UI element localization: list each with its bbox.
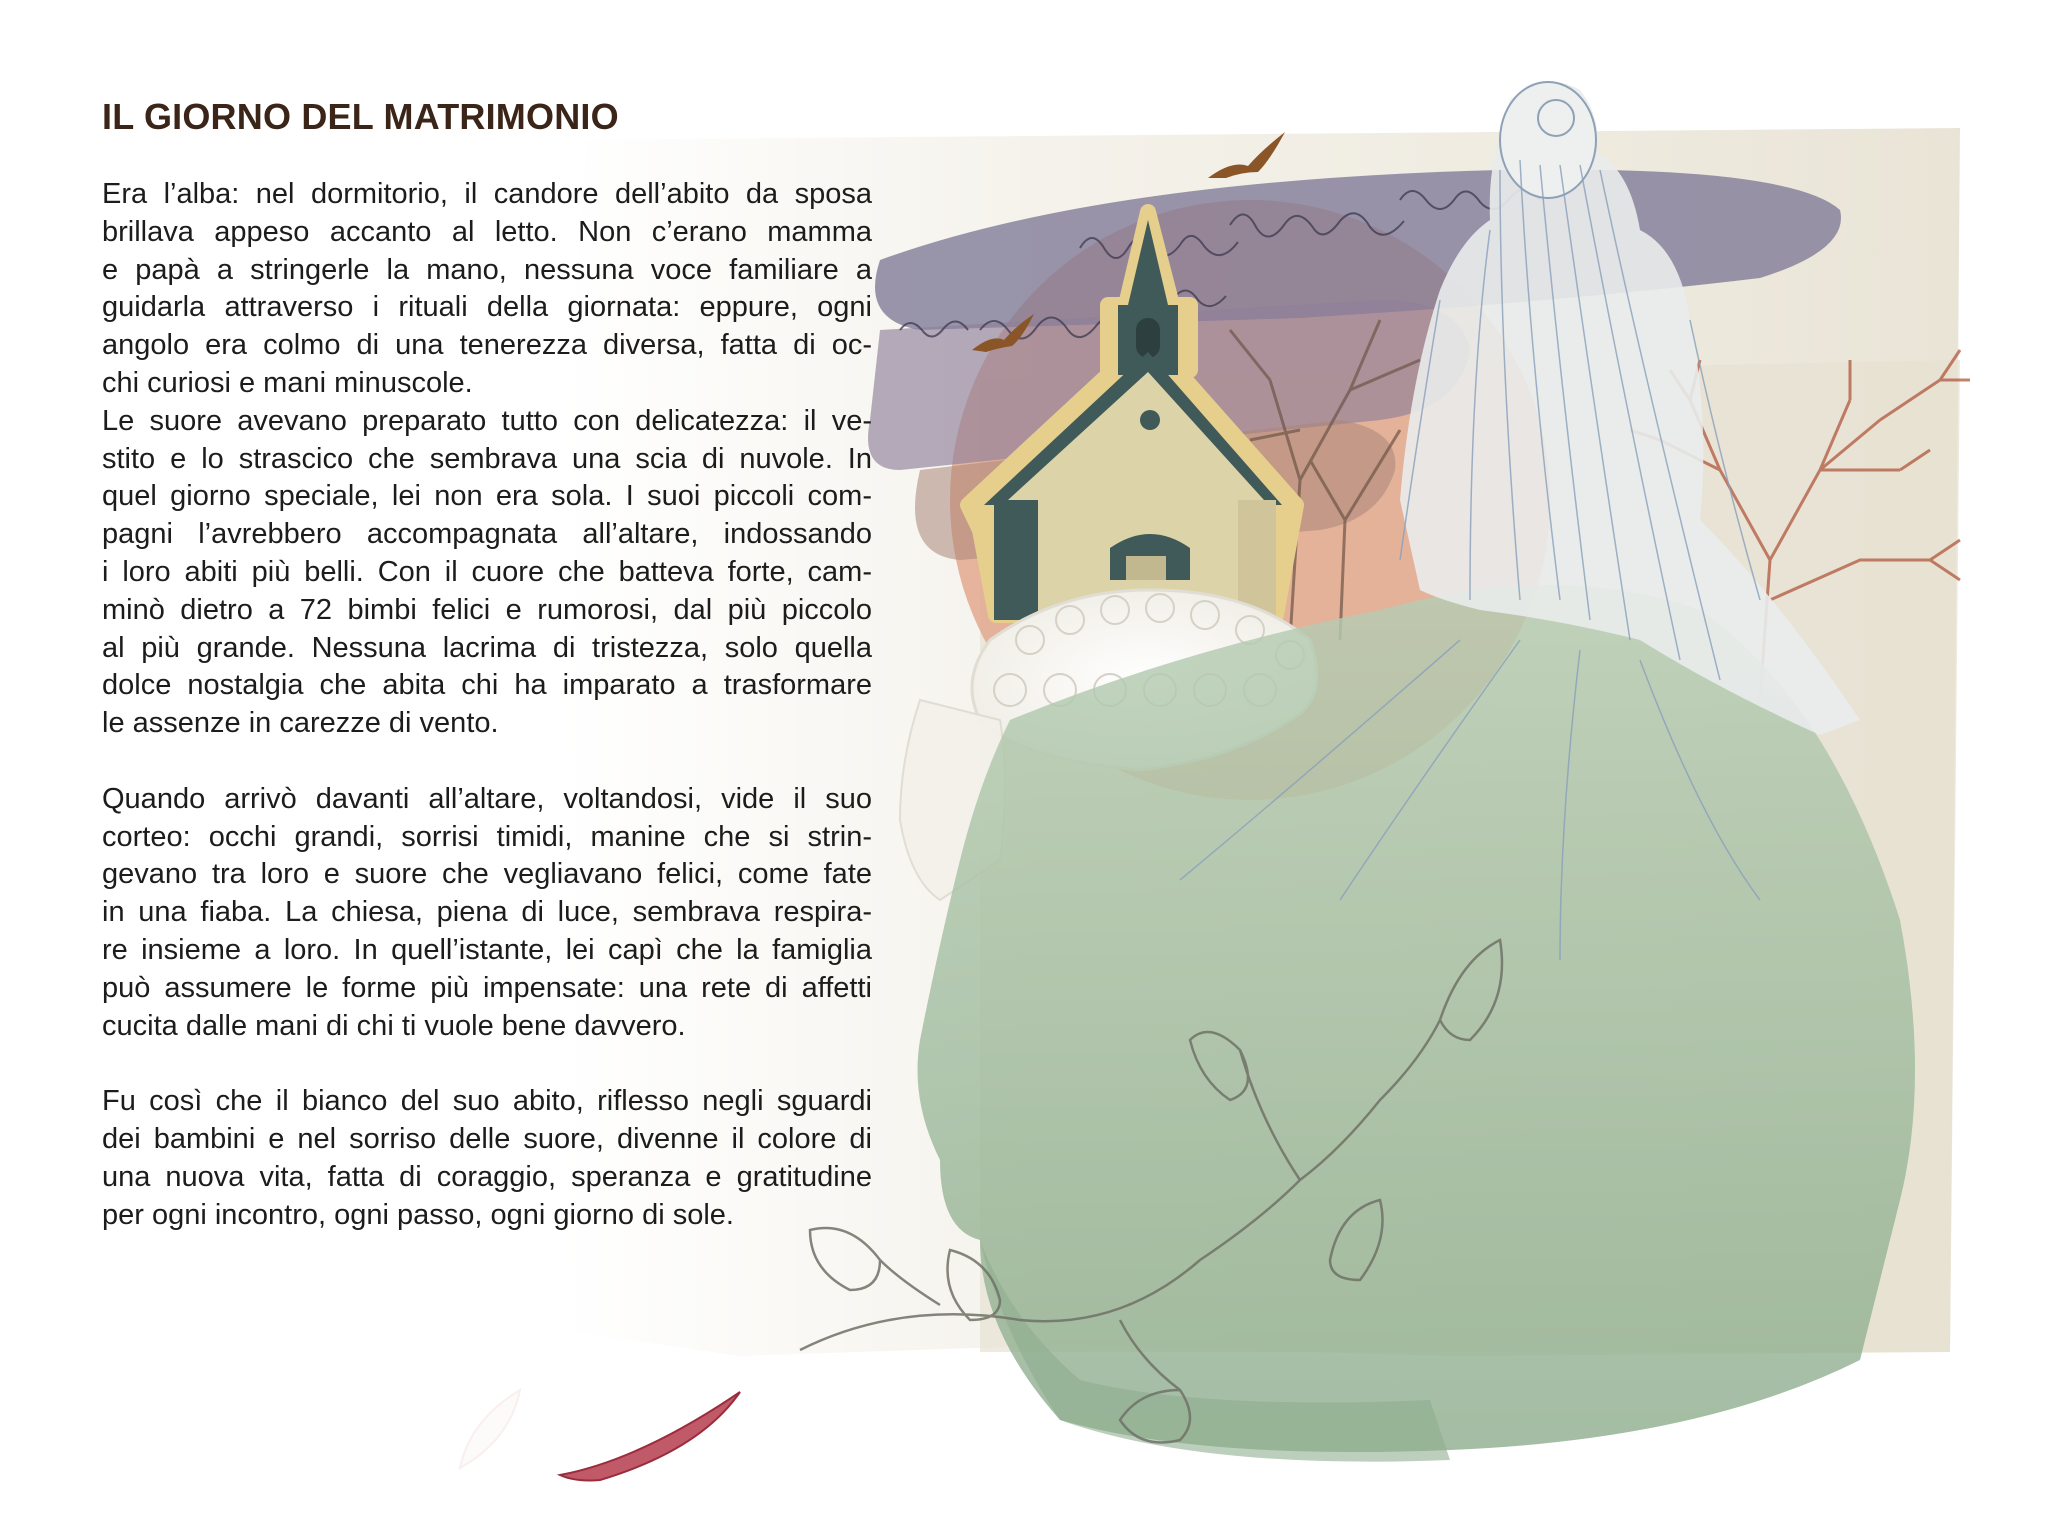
text-line: gevano tra loro e suore che vegliavano felici, come fate: [102, 858, 872, 891]
text-line: cucita dalle mani di chi ti vuole bene davvero.: [102, 1009, 686, 1042]
text-line: può assumere le forme più impensate: una rete di affetti: [102, 971, 872, 1004]
text-line: una nuova vita, fatta di coraggio, speranza e gratitudine: [102, 1160, 872, 1193]
text-line: per ogni incontro, ogni passo, ogni giorno di sole.: [102, 1198, 734, 1231]
story-body: [102, 176, 872, 1234]
text-line: e papà a stringerle la mano, nessuna voce familiare a: [102, 253, 872, 286]
text-line: quel giorno speciale, lei non era sola. I suoi piccoli com-: [102, 480, 872, 513]
text-line: dei bambini e nel sorriso delle suore, divenne il colore di: [102, 1122, 872, 1155]
text-line: chi curiosi e mani minuscole.: [102, 366, 473, 399]
text-line: Era l’alba: nel dormitorio, il candore dell’abito da sposa: [102, 178, 872, 210]
text-line: le assenze in carezze di vento.: [102, 707, 499, 740]
paragraph-4: [102, 1083, 872, 1234]
paragraph-2: [102, 403, 872, 743]
text-line: minò dietro a 72 bimbi felici e rumorosi, dal più piccolo: [102, 593, 872, 626]
text-line: in una fiaba. La chiesa, piena di luce, sembrava respira-: [102, 896, 872, 929]
text-line: Le suore avevano preparato tutto con delicatezza: il ve-: [102, 404, 872, 437]
text-line: Quando arrivò davanti all’altare, voltandosi, vide il suo: [102, 782, 872, 815]
story-title: IL GIORNO DEL MATRIMONIO: [102, 96, 619, 137]
paragraph-gap: [102, 743, 872, 781]
text-line: i loro abiti più belli. Con il cuore che batteva forte, cam-: [102, 555, 872, 588]
text-line: pagni l’avrebbero accompagnata all’altare, indossando: [102, 518, 872, 551]
paragraph-gap: [102, 1045, 872, 1083]
text-line: dolce nostalgia che abita chi ha imparato a trasformare: [102, 669, 872, 702]
text-line: angolo era colmo di una tenerezza diversa, fatta di oc-: [102, 329, 872, 362]
text-line: al più grande. Nessuna lacrima di tristezza, solo quella: [102, 631, 872, 664]
text-line: stito e lo strascico che sembrava una scia di nuvole. In: [102, 442, 872, 475]
text-line: brillava appeso accanto al letto. Non c’erano mamma: [102, 215, 872, 248]
green-gown-wash: [918, 585, 1916, 1462]
text-line: guidarla attraverso i rituali della giornata: eppure, ogni: [102, 291, 872, 324]
text-line: re insieme a loro. In quell’istante, lei capì che la famiglia: [102, 933, 872, 966]
paragraph-3: [102, 781, 872, 1046]
paragraph-1: [102, 176, 872, 403]
text-line: corteo: occhi grandi, sorrisi timidi, manine che si strin-: [102, 820, 872, 853]
text-line: Fu così che il bianco del suo abito, riflesso negli sguardi: [102, 1085, 872, 1118]
